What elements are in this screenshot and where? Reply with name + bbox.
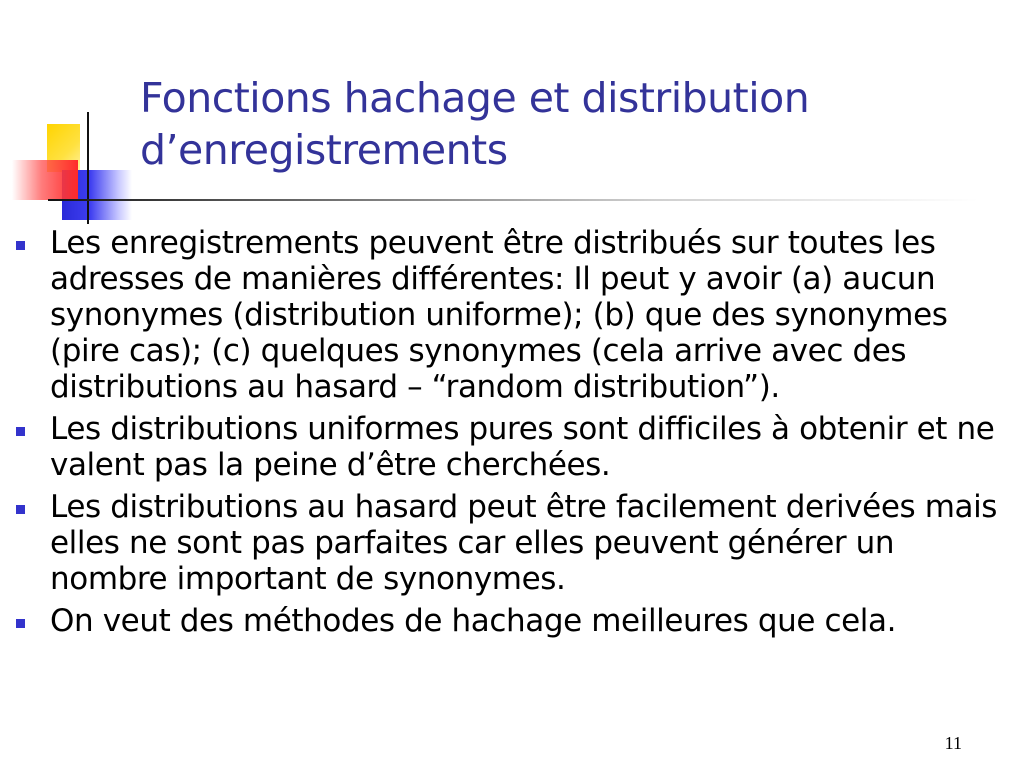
square-bullet-icon <box>16 427 25 436</box>
logo-vertical-line <box>87 112 89 224</box>
bullet-item <box>10 603 1000 639</box>
title-divider <box>48 199 978 201</box>
bullet-list <box>10 225 1000 645</box>
square-bullet-icon <box>16 619 25 628</box>
bullet-text: On veut des méthodes de hachage meilleures que cela. <box>50 603 897 639</box>
slide-title: Fonctions hachage et distribution d’enregistrements <box>140 74 810 174</box>
square-bullet-icon <box>16 241 25 250</box>
bullet-text: Les enregistrements peuvent être distribués sur toutes les adresses de manières différentes: Il peut y avoir (a) aucun synonymes (distribution uniforme); (b) que des synonymes (pire cas); (c) quelques synonymes (cela arrive avec des distributions au hasard – “random distribution”). <box>50 225 948 405</box>
bullet-text: Les distributions uniformes pures sont difficiles à obtenir et ne valent pas la peine d’être cherchées. <box>50 411 995 483</box>
slide-logo-icon <box>0 0 150 240</box>
square-bullet-icon <box>16 505 25 514</box>
logo-red-square <box>12 160 78 200</box>
bullet-text: Les distributions au hasard peut être facilement derivées mais elles ne sont pas parfaites car elles peuvent générer un nombre important de synonymes. <box>50 489 998 597</box>
bullet-item <box>10 489 1000 597</box>
page-number: 11 <box>944 733 962 753</box>
bullet-item <box>10 411 1000 483</box>
bullet-item <box>10 225 1000 405</box>
